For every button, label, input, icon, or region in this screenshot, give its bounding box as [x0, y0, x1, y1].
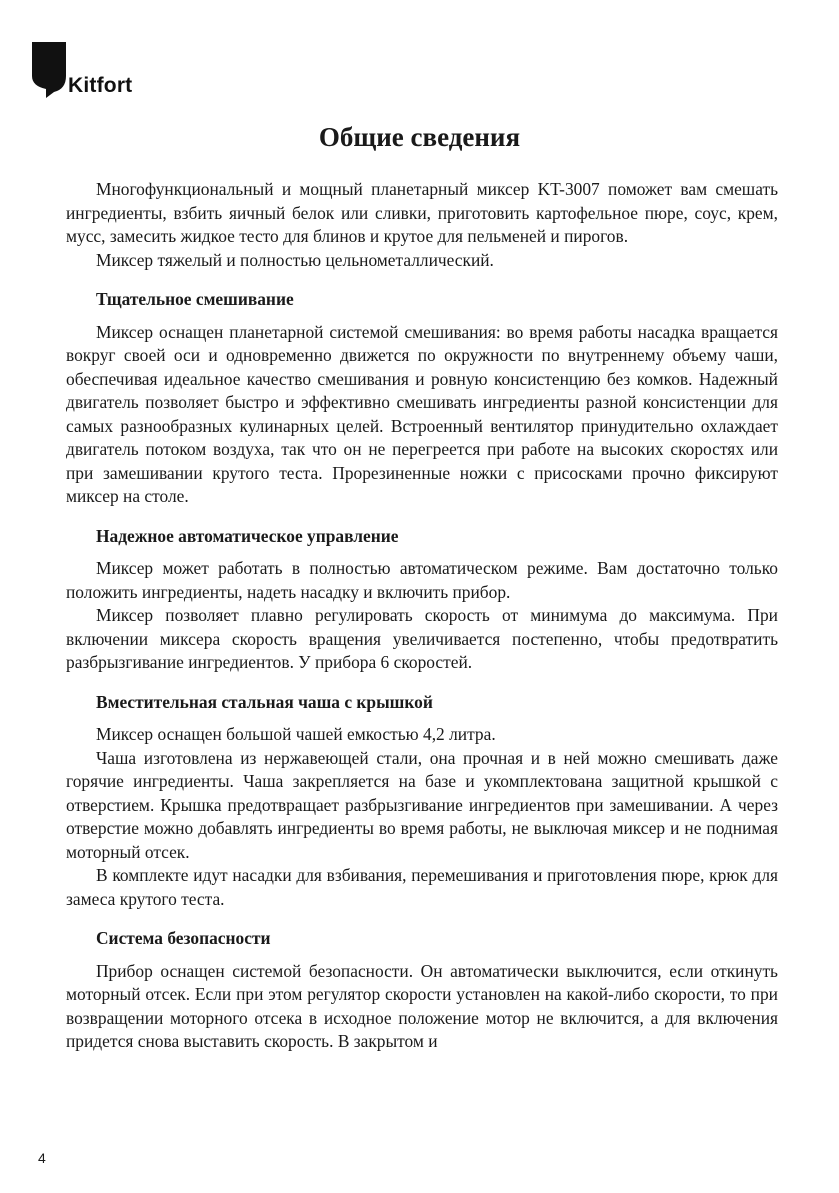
- section-paragraph: Миксер оснащен планетарной системой смешивания: во время работы насадка вращается вокруг своей оси и одновременно движется по окружности по внутреннему объему чаши, обеспечивая идеальное качество смешивания и ровную консистенцию без комков. Надежный двигатель позволяет быстро и эффективно смешивать ингредиенты разной консистенции для самых разнообразных кулинарных целей. Встроенный вентилятор принудительно охлаждает двигатель потоком воздуха, так что он не перегреется при работе на высоких скоростях или при замешивании крутого теста. Прорезиненные ножки с присосками прочно фиксируют миксер на столе.: [66, 321, 778, 506]
- brand-name: Kitfort: [68, 74, 133, 97]
- section-heading-control: Надежное автоматическое управление: [96, 525, 399, 546]
- section-paragraph: Миксер может работать в полностью автоматическом режиме. Вам достаточно только положить ингредиенты, надеть насадку и включить прибор.: [66, 558, 778, 602]
- section-heading-mixing: Тщательное смешивание: [96, 289, 294, 309]
- section-heading-bowl: Вместительная стальная чаша с крышкой: [96, 691, 433, 712]
- section-paragraph: Миксер позволяет плавно регулировать скорость от минимума до максимума. При включении миксера скорость вращения увеличивается постепенно, чтобы предотвратить разбрызгивание ингредиентов. У прибора 6 скоростей.: [66, 605, 778, 672]
- section-paragraph: Прибор оснащен системой безопасности. Он автоматически выключится, если откинуть моторный отсек. Если при этом регулятор скорости установлен на какой-либо скорости, то при возвращении моторного отсека в исходное положение мотор не включится, а для включения придется снова выставить скорость. В закрытом и: [66, 960, 778, 1051]
- section-heading-safety: Система безопасности: [96, 928, 271, 948]
- section-paragraph: Чаша изготовлена из нержавеющей стали, она прочная и в ней можно смешивать даже горячие ингредиенты. Чаша закрепляется на базе и укомплектована защитной крышкой с отверстием. Крышка предотвращает разбрызгивание ингредиентов при замешивании. А через отверстие можно добавлять ингредиенты во время работы, не выключая миксер и не поднимая моторный отсек.: [66, 747, 778, 862]
- section-paragraph: Миксер оснащен большой чашей емкостью 4,2 литра.: [96, 724, 496, 744]
- kitfort-logo-icon: [32, 42, 66, 98]
- document-body: [66, 178, 778, 1054]
- intro-paragraph: Многофункциональный и мощный планетарный миксер KT-3007 поможет вам смешать ингредиенты, взбить яичный белок или сливки, приготовить картофельное пюре, соус, крем, мусс, замесить жидкое тесто для блинов и крутое для пельменей и пирогов.: [66, 179, 778, 246]
- intro-paragraph: Миксер тяжелый и полностью цельнометаллический.: [96, 249, 494, 270]
- page-number: 4: [38, 1150, 46, 1166]
- page-title: Общие сведения: [318, 122, 521, 152]
- brand-logo: [32, 42, 132, 98]
- section-paragraph: В комплекте идут насадки для взбивания, перемешивания и приготовления пюре, крюк для замеса крутого теста.: [66, 865, 778, 909]
